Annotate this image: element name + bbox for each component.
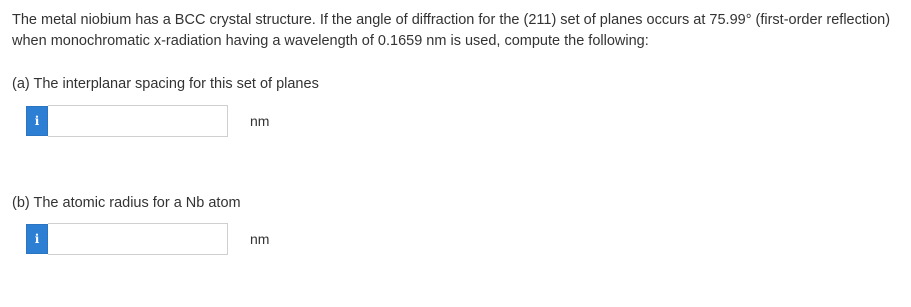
part-a-label: (a) The interplanar spacing for this set of planes bbox=[12, 76, 319, 92]
part-b-answer-row bbox=[26, 223, 269, 255]
part-a-answer-row bbox=[26, 105, 269, 137]
info-icon[interactable]: i bbox=[26, 106, 48, 136]
part-b-label: (b) The atomic radius for a Nb atom bbox=[12, 195, 241, 211]
part-b-answer-input[interactable] bbox=[48, 223, 228, 255]
problem-statement: The metal niobium has a BCC crystal structure. If the angle of diffraction for the (211) set of planes occurs at 75.99° (first-order reflection) when monochromatic x-radiation having a wavelength of 0.1659 nm is used, compute the following: bbox=[12, 12, 891, 49]
part-b-unit: nm bbox=[250, 231, 270, 247]
part-a-unit: nm bbox=[250, 113, 270, 129]
info-icon[interactable]: i bbox=[26, 224, 48, 254]
part-a-answer-input[interactable] bbox=[48, 105, 228, 137]
